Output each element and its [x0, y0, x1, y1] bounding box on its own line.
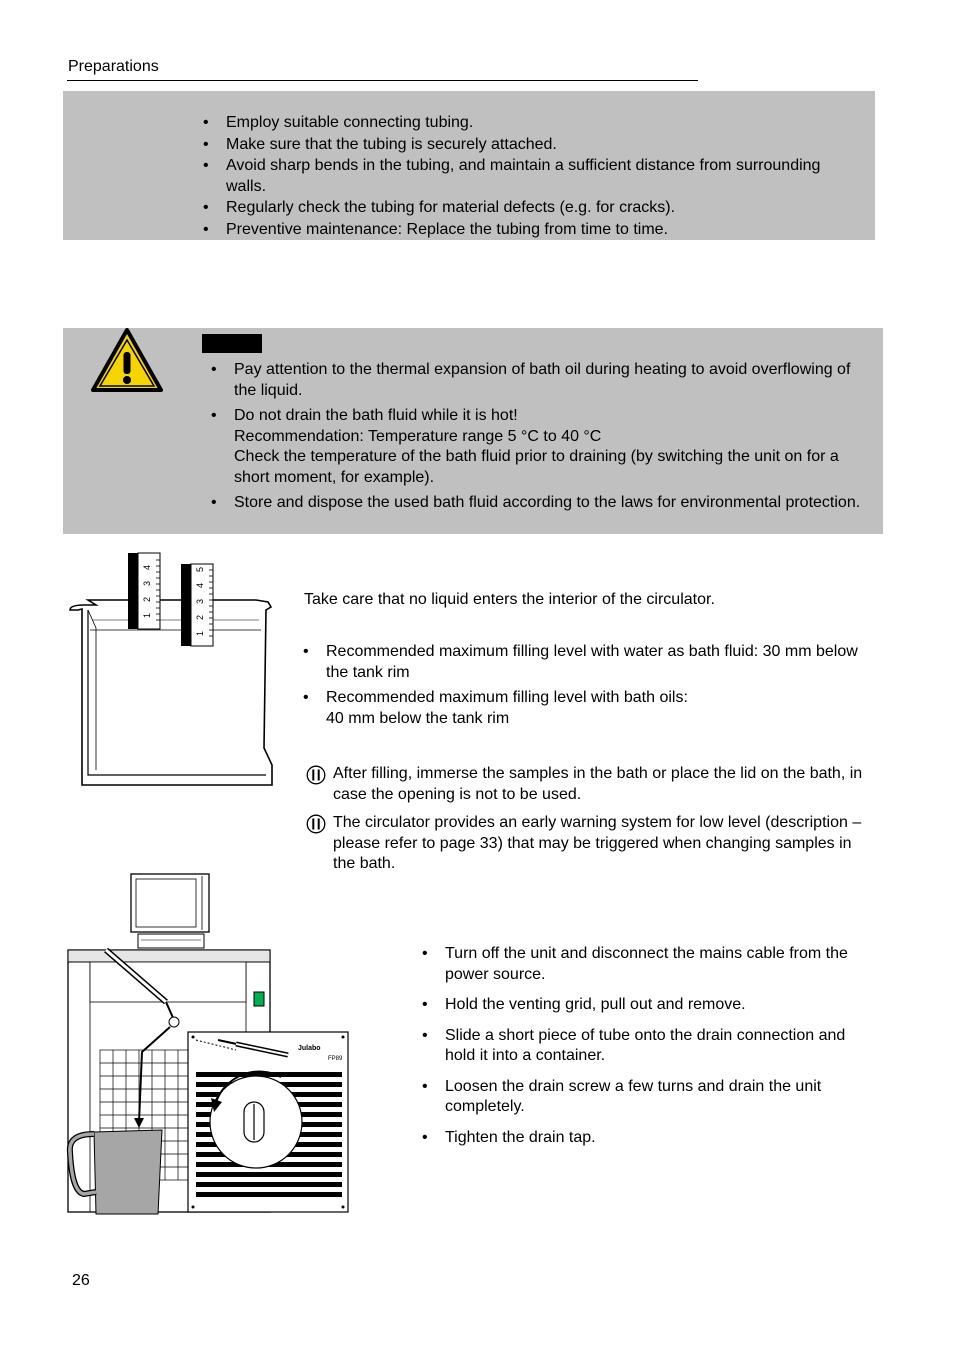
list-item: • Pay attention to the thermal expansion of bath oil during heating to avoid overflowing of the liquid. [234, 360, 874, 401]
list-item: • Turn off the unit and disconnect the mains cable from the power source. [445, 944, 875, 985]
ruler-tick-label: 1 [142, 612, 152, 618]
tubing-notice-box [63, 91, 875, 240]
info-note: The circulator provides an early warning system for low level (description – please refer to page 33) that may be triggered when changing samples in the bath. [306, 813, 876, 875]
ruler-tick-label: 2 [142, 596, 152, 602]
list-item: • Make sure that the tubing is securely attached. [226, 135, 826, 156]
draining-illustration [66, 872, 352, 1217]
list-item: • Employ suitable connecting tubing. [226, 113, 826, 134]
list-item: • Loosen the drain screw a few turns and drain the unit completely. [445, 1077, 875, 1118]
info-icon [306, 814, 326, 834]
running-header: Preparations [68, 58, 159, 75]
list-item: • Hold the venting grid, pull out and remove. [445, 995, 875, 1016]
tubing-list [226, 113, 826, 241]
ruler-tick-label: 5 [195, 566, 205, 572]
ruler-right [181, 564, 213, 646]
info-icon [306, 765, 326, 785]
draining-steps-list [445, 944, 875, 1158]
warning-triangle-icon [91, 328, 163, 394]
header-rule [67, 80, 698, 81]
list-item: • Slide a short piece of tube onto the drain connection and hold it into a container. [445, 1026, 875, 1067]
ruler-tick-label: 3 [195, 598, 205, 604]
list-item: • Recommended maximum filling level with water as bath fluid: 30 mm below the tank rim [326, 642, 874, 683]
ruler-tick-label: 2 [195, 614, 205, 620]
bath-tank-illustration [66, 550, 276, 790]
filling-intro: Take care that no liquid enters the interior of the circulator. [304, 591, 715, 608]
ruler-tick-label: 4 [195, 582, 205, 588]
ruler-tick-label: 3 [142, 580, 152, 586]
ruler-tick-label: 1 [195, 630, 205, 636]
panel-brand: Julabo [298, 1045, 321, 1052]
ruler-tick-label: 4 [142, 564, 152, 570]
list-item: • Avoid sharp bends in the tubing, and maintain a sufficient distance from surrounding walls. [226, 156, 826, 197]
list-item: • Recommended maximum filling level with bath oils: 40 mm below the tank rim [326, 688, 874, 729]
warning-list [234, 360, 874, 519]
panel-model: FP89 [328, 1056, 343, 1062]
filling-level-list [326, 642, 874, 734]
info-note: After filling, immerse the samples in the bath or place the lid on the bath, in case the opening is not to be used. [306, 764, 876, 806]
list-item: • Tighten the drain tap. [445, 1128, 875, 1149]
signal-word-label [202, 334, 262, 353]
warning-box [63, 328, 883, 534]
list-item: • Do not drain the bath fluid while it is hot! Recommendation: Temperature range 5 °C to 40 °C Check the temperature of the bath fluid prior to draining (by switching the unit on for a short moment, for example). [234, 406, 874, 488]
ruler-left [128, 553, 160, 629]
list-item: • Store and dispose the used bath fluid according to the laws for environmental protection. [234, 493, 874, 514]
list-item: • Regularly check the tubing for material defects (e.g. for cracks). [226, 198, 826, 219]
list-item: • Preventive maintenance: Replace the tubing from time to time. [226, 220, 826, 241]
page-number: 26 [72, 1272, 90, 1289]
